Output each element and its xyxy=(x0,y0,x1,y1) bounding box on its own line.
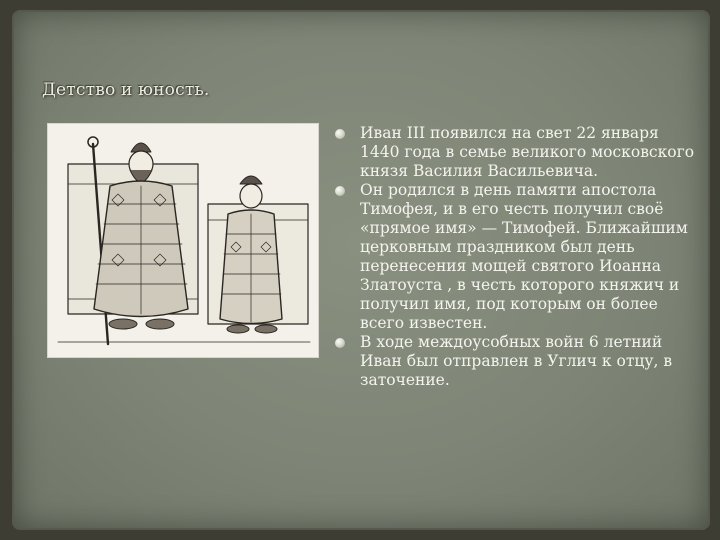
slide-title: Детство и юность. xyxy=(42,80,210,100)
engraving-two-rulers-icon xyxy=(48,124,318,357)
bullet-item xyxy=(326,124,698,181)
bullet-dot-icon xyxy=(335,129,345,139)
bullet-item xyxy=(326,333,698,390)
bullet-text: Он родился в день памяти апостола Тимофея, и в его честь получил своё «прямое имя» — Тимофей. Ближайшим церковным праздником был день перенесения мощей святого Иоанна Златоуста , в честь которого княжич и получил имя, под которым он более всего известен. xyxy=(360,181,688,332)
bullet-dot-icon xyxy=(335,186,345,196)
bullet-text: Иван III появился на свет 22 января 1440 года в семье великого московского князя Василия Васильевича. xyxy=(360,124,695,180)
bullet-dot-icon xyxy=(335,338,345,348)
engraving-image xyxy=(47,123,319,358)
bullet-list xyxy=(326,124,698,390)
bullet-item xyxy=(326,181,698,333)
bullet-text: В ходе междоусобных войн 6 летний Иван был отправлен в Углич к отцу, в заточение. xyxy=(360,333,673,389)
